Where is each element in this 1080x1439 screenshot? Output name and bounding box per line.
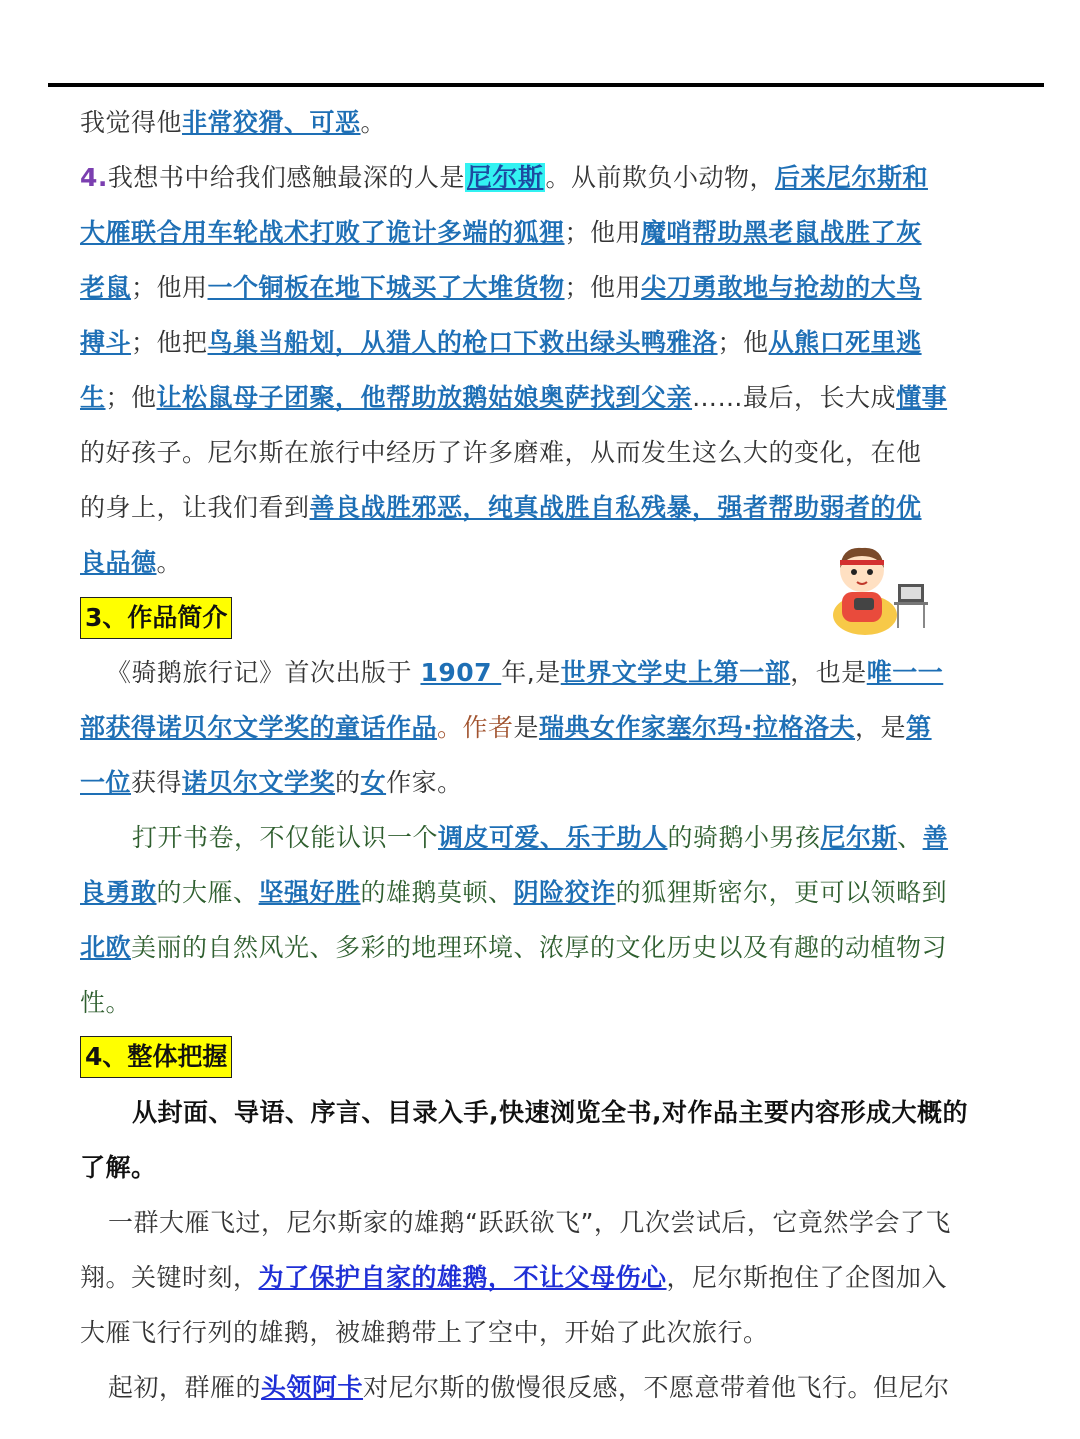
- text: 的骑鹅小男孩: [667, 823, 821, 852]
- text: ；他用: [564, 273, 642, 302]
- item-number: 4.: [80, 163, 108, 192]
- highlight-text: 北欧: [80, 933, 132, 962]
- highlight-text: 搏斗: [80, 328, 132, 357]
- item4-line3: [80, 260, 1005, 315]
- highlight-text: 魔哨帮助黑老鼠战胜了灰: [641, 218, 922, 247]
- text: 我想书中给我们感触最深的人是: [107, 163, 465, 192]
- highlight-text: 女: [360, 768, 387, 797]
- highlight-text: 良勇敢: [80, 878, 157, 907]
- text: 美丽的自然风光、多彩的地理环境、浓厚的文化历史以及有趣的动植物习: [131, 933, 948, 962]
- highlight-text: 阴险狡诈: [513, 878, 616, 907]
- highlight-text: 瑞典女作家塞尔玛·拉格洛夫: [539, 713, 856, 742]
- intro-line1: [106, 645, 1005, 700]
- text: 一群大雁飞过，尼尔斯家的雄鹅“跃跃欲飞”，几次尝试后，它竟然学会了飞: [108, 1208, 951, 1237]
- open-line3: [80, 920, 1005, 975]
- text: 性。: [80, 988, 132, 1017]
- highlight-text: 善: [922, 823, 949, 852]
- text: ；他用: [131, 273, 208, 302]
- highlight-text: 鸟巢当船划，从猎人的枪口下救出绿头鸭雅洛: [207, 328, 718, 357]
- text: 打开书卷，不仅能认识一个: [132, 823, 439, 852]
- item4-line4: [80, 315, 1005, 370]
- highlight-text: 诺贝尔文学奖: [182, 768, 336, 797]
- highlight-text: 1907: [420, 658, 502, 687]
- text: ，尼尔斯抱住了企图加入: [666, 1263, 948, 1292]
- text: ；他用: [564, 218, 642, 247]
- highlight-text: 世界文学史上第一部: [560, 658, 791, 687]
- open-line4: [80, 975, 1005, 1030]
- highlight-text: 让松鼠母子团聚，他帮助放鹅姑娘奥萨找到父亲: [156, 383, 693, 412]
- text: 。: [156, 548, 183, 577]
- highlight-text: 坚强好胜: [258, 878, 361, 907]
- text: 是: [513, 713, 540, 742]
- text: 《骑鹅旅行记》首次出版于: [106, 658, 421, 687]
- text: 翔。关键时刻，: [80, 1263, 259, 1292]
- section-title-4: 4、整体把握: [80, 1036, 232, 1078]
- line-p0: [80, 95, 1005, 150]
- item4-line5: [80, 370, 1005, 425]
- story-line3: [80, 1305, 1005, 1360]
- highlight-text: 头领阿卡: [261, 1373, 364, 1402]
- text: 的好孩子。尼尔斯在旅行中经历了许多磨难，从而发生这么大的变化，在他: [80, 438, 922, 467]
- text: 获得: [131, 768, 183, 797]
- item4-line1: [80, 150, 1005, 205]
- highlight-text: 唯一一: [866, 658, 944, 687]
- item4-line7: [80, 480, 1005, 535]
- text: ，是: [855, 713, 907, 742]
- text: 的雄鹅莫顿、: [360, 878, 514, 907]
- text: 的身上，让我们看到: [80, 493, 310, 522]
- highlight-text: 为了保护自家的雄鹅，不让父母伤心: [258, 1263, 667, 1292]
- highlight-text: 老鼠: [80, 273, 132, 302]
- text: 大雁飞行行列的雄鹅，被雄鹅带上了空中，开始了此次旅行。: [80, 1318, 769, 1347]
- text: 、: [897, 823, 923, 852]
- highlight-text: 调皮可爱、乐于助人: [438, 823, 668, 852]
- highlight-text: 懂事: [896, 383, 948, 412]
- section-title-3: 3、作品简介: [80, 597, 232, 639]
- intro-line3: [80, 755, 1005, 810]
- grasp-line2: 了解。: [80, 1153, 157, 1182]
- text: 。从前欺负小动物，: [545, 163, 775, 192]
- text: 作家。: [386, 768, 463, 797]
- text: 。: [360, 108, 387, 137]
- highlight-text: 第: [906, 713, 932, 742]
- text: ；他把: [131, 328, 208, 357]
- text: 起初，群雁的: [108, 1373, 262, 1402]
- highlight-text: 非常狡猾、可恶: [182, 108, 361, 137]
- highlight-text: 良品德: [80, 548, 157, 577]
- text: 年,是: [501, 658, 561, 687]
- highlighted-name: 尼尔斯: [466, 163, 544, 192]
- highlight-text: 后来尼尔斯和: [774, 163, 928, 192]
- intro-line2: [80, 700, 1005, 755]
- text: ，也是: [790, 658, 867, 687]
- highlight-text: 生: [80, 383, 106, 412]
- story-line4: [108, 1360, 1005, 1415]
- story-line1: [108, 1195, 1005, 1250]
- text: 的: [335, 768, 361, 797]
- highlight-text: 一位: [80, 768, 132, 797]
- item4-line6: [80, 425, 1005, 480]
- text: ；他: [717, 328, 769, 357]
- highlight-text: 部获得诺贝尔文学奖的童话作品: [80, 713, 438, 742]
- text: ；他: [105, 383, 157, 412]
- cartoon-boy-with-laptop-icon: [820, 540, 940, 640]
- highlight-text: 尖刀勇敢地与抢劫的大鸟: [641, 273, 922, 302]
- text: 对尼尔斯的傲慢很反感，不愿意带着他飞行。但尼尔: [363, 1373, 950, 1402]
- highlight-text: 尼尔斯: [820, 823, 898, 852]
- text: 我觉得他: [80, 108, 183, 137]
- story-line2: [80, 1250, 1005, 1305]
- top-divider: [48, 83, 1044, 87]
- highlight-text: 一个铜板在地下城买了大堆货物: [207, 273, 565, 302]
- author-label: 。作者: [437, 713, 514, 742]
- text: ……最后，长大成: [692, 383, 897, 412]
- highlight-text: 从熊口死里逃: [768, 328, 922, 357]
- open-line1: [132, 810, 1005, 865]
- highlight-text: 大雁联合用车轮战术打败了诡计多端的狐狸: [80, 218, 565, 247]
- grasp-line1: 从封面、导语、序言、目录入手,快速浏览全书,对作品主要内容形成大概的: [132, 1098, 968, 1127]
- highlight-text: 善良战胜邪恶，纯真战胜自私残暴，强者帮助弱者的优: [309, 493, 922, 522]
- item4-line2: [80, 205, 1005, 260]
- open-line2: [80, 865, 1005, 920]
- text: 的狐狸斯密尔，更可以领略到: [615, 878, 948, 907]
- text: 的大雁、: [156, 878, 259, 907]
